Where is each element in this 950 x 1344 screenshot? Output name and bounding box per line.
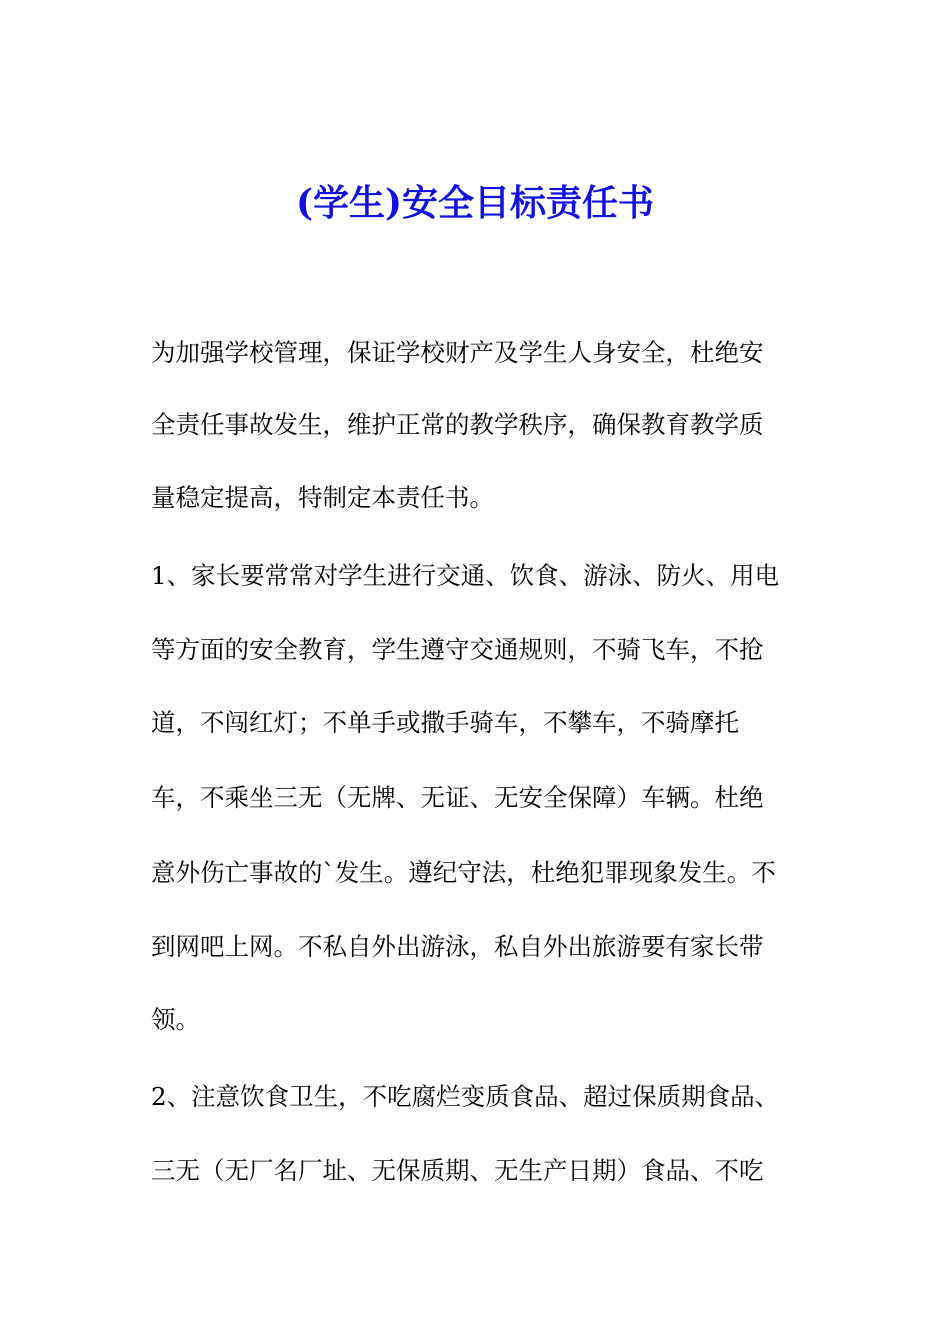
paragraph-line-5: 等方面的安全教育，学生遵守交通规则，不骑飞车，不抢 [151,635,764,664]
paragraph-line-1: 为加强学校管理，保证学校财产及学生人身安全，杜绝安 [151,338,764,367]
paragraph-line-7: 车，不乘坐三无（无牌、无证、无安全保障）车辆。杜绝 [151,783,764,812]
paragraph-line-3: 量稳定提高，特制定本责任书。 [151,483,494,512]
paragraph-line-8: 意外伤亡事故的`发生。遵纪守法，杜绝犯罪现象发生。不 [151,858,776,887]
paragraph-line-9: 到网吧上网。不私自外出游泳，私自外出旅游要有家长带 [151,932,764,961]
paragraph-line-12: 三无（无厂名厂址、无保质期、无生产日期）食品、不吃 [151,1156,764,1185]
paragraph-line-2: 全责任事故发生，维护正常的教学秩序，确保教育教学质 [151,410,764,439]
paragraph-line-10: 领。 [151,1005,200,1034]
paragraph-line-6: 道，不闯红灯；不单手或撒手骑车，不攀车，不骑摩托 [151,708,739,737]
paragraph-line-4: 1、家长要常常对学生进行交通、饮食、游泳、防火、用电 [151,561,780,590]
paragraph-line-11: 2、注意饮食卫生，不吃腐烂变质食品、超过保质期食品、 [151,1082,780,1111]
document-title: (学生)安全目标责任书 [295,182,655,224]
